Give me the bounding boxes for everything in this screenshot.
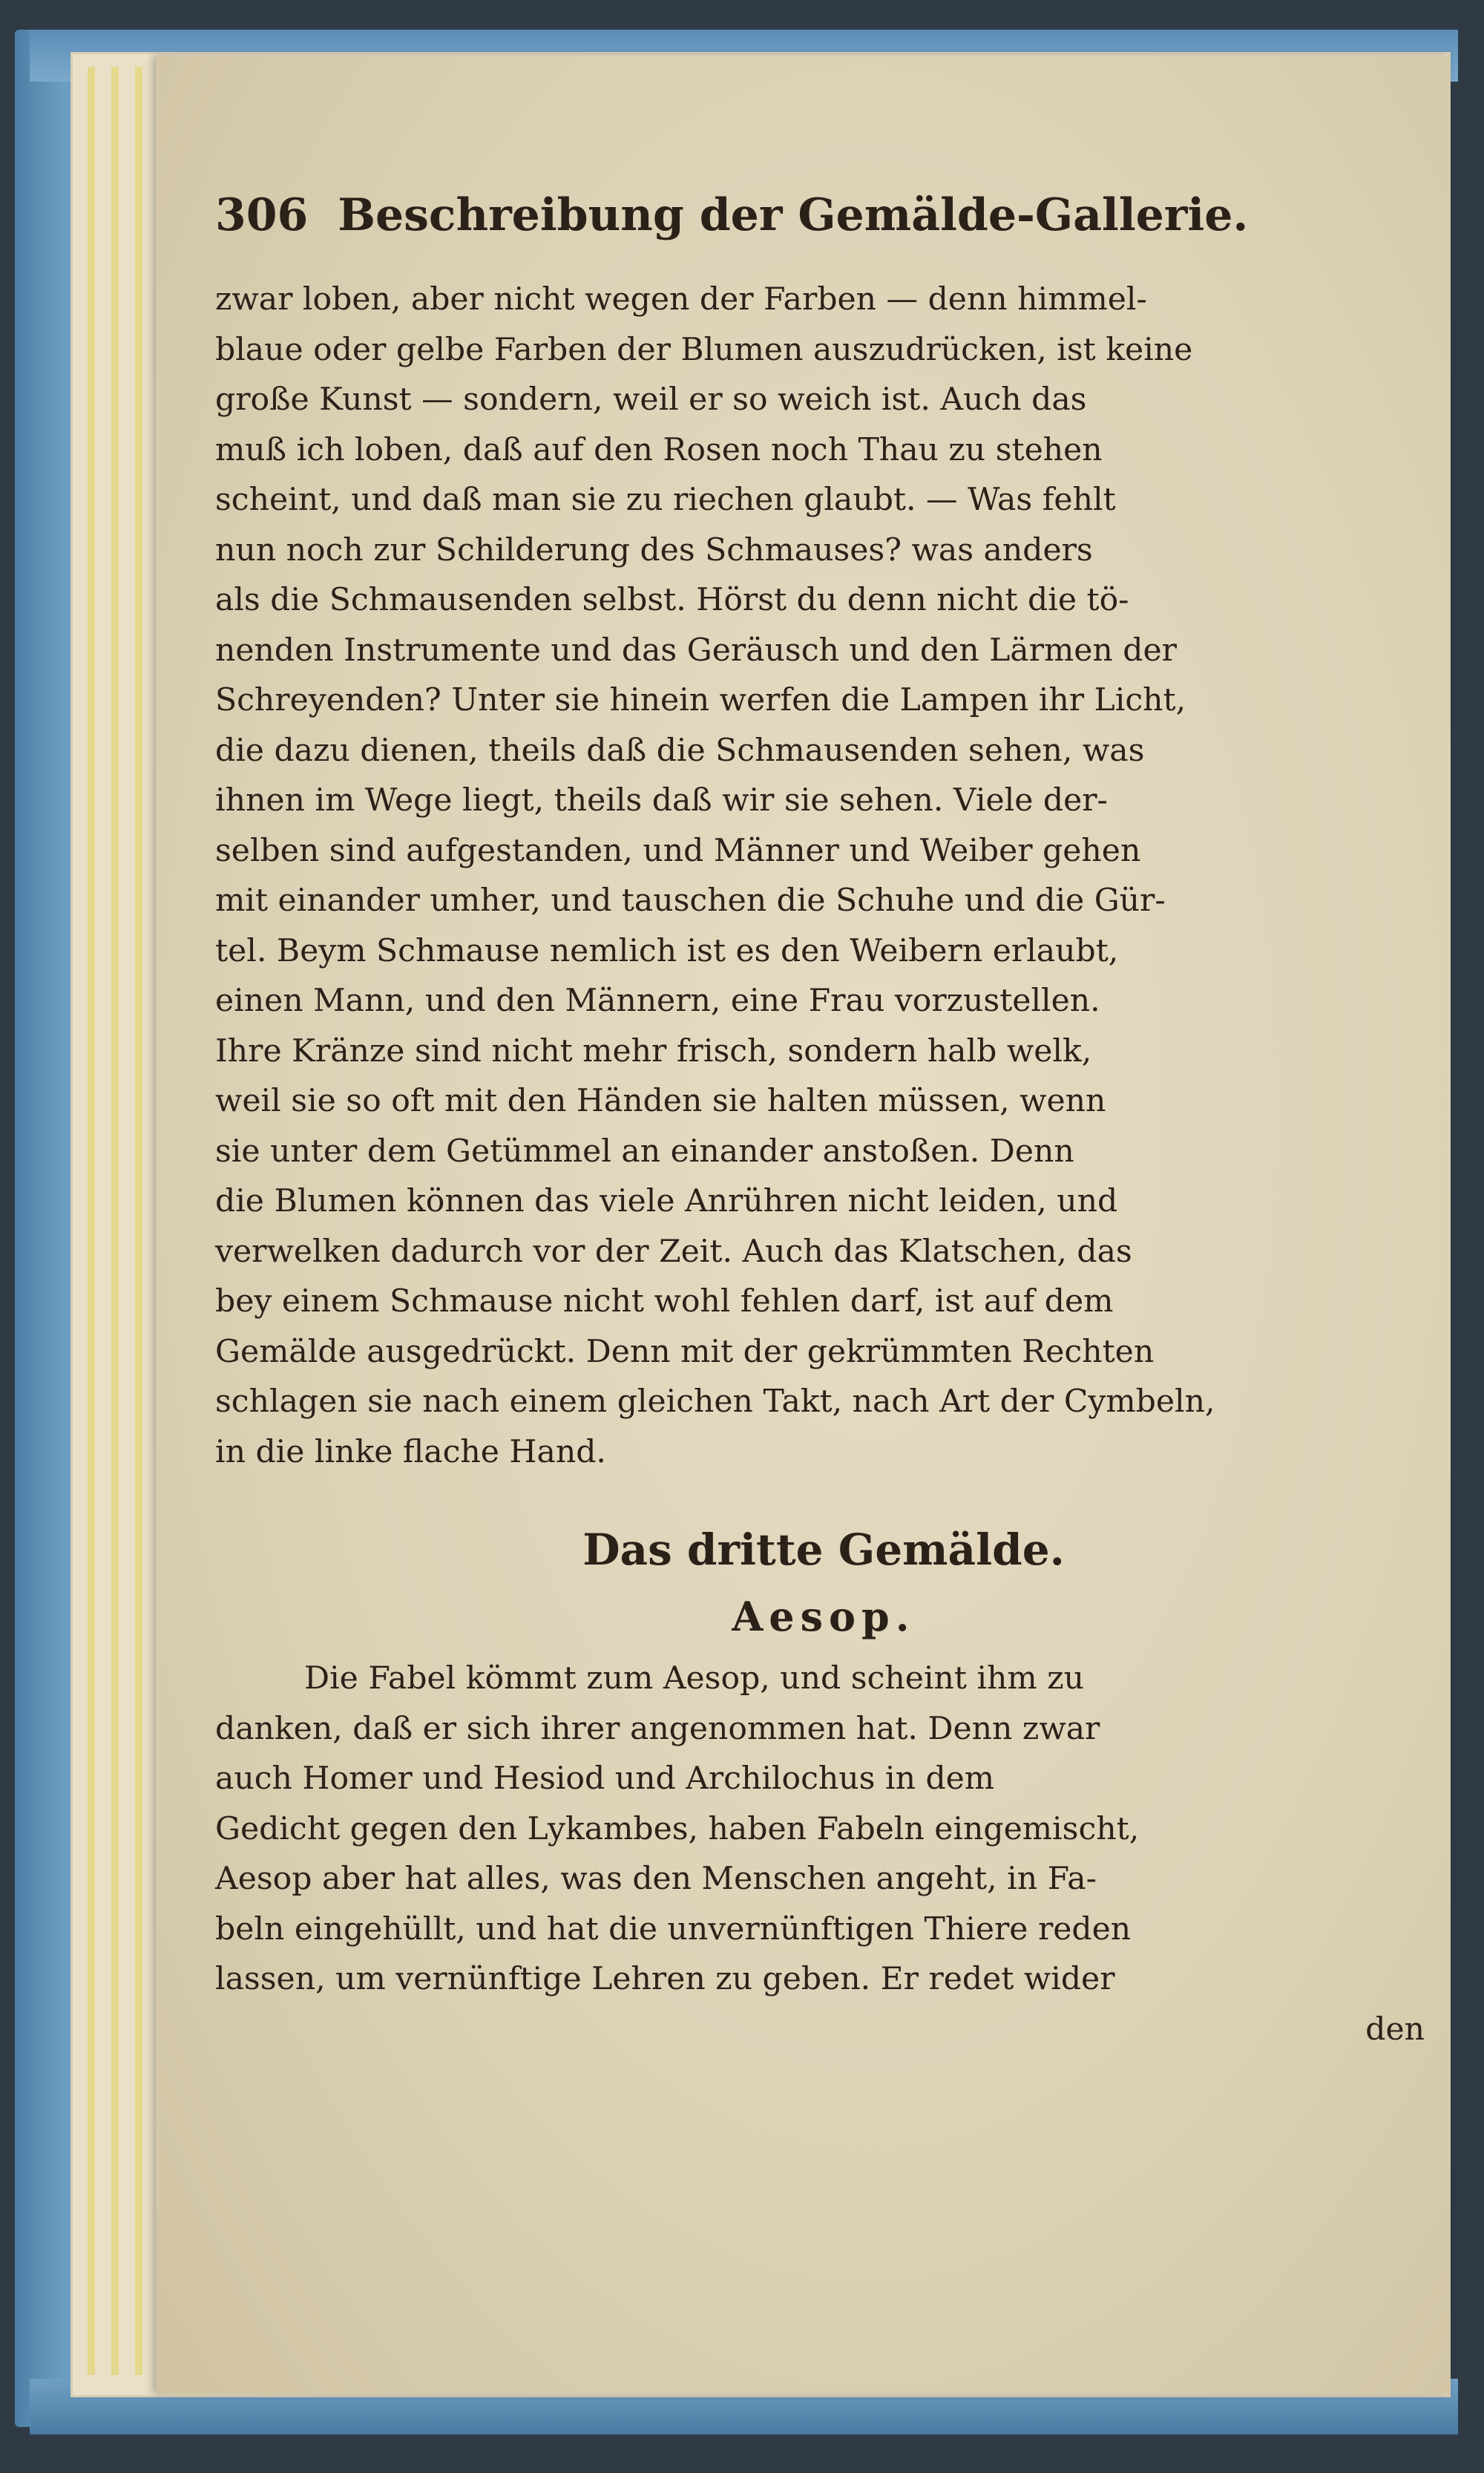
text-line: in die linke flache Hand. — [215, 1433, 606, 1470]
text-line: blaue oder gelbe Farben der Blumen auszudrücken, ist keine — [215, 331, 1193, 368]
body-paragraph — [215, 275, 1432, 1477]
text-line: Aesop aber hat alles, was den Menschen angeht, in Fa- — [215, 1861, 1097, 1897]
section-subheading: Aesop. — [732, 1593, 916, 1640]
catchword: den — [1365, 2011, 1425, 2048]
text-line: nenden Instrumente und das Geräusch und den Lärmen der — [215, 632, 1177, 669]
section-paragraph — [215, 1654, 1432, 2005]
text-line: einen Mann, und den Männern, eine Frau vorzustellen. — [215, 983, 1100, 1019]
text-line: Die Fabel kömmt zum Aesop, und scheint ihm zu — [304, 1660, 1084, 1697]
page-edge-strip — [88, 67, 95, 2375]
text-line: Gemälde ausgedrückt. Denn mit der gekrümmten Rechten — [215, 1333, 1155, 1370]
text-line: schlagen sie nach einem gleichen Takt, nach Art der Cymbeln, — [215, 1383, 1215, 1420]
text-line: Schreyenden? Unter sie hinein werfen die Lampen ihr Licht, — [215, 682, 1186, 718]
text-line: auch Homer und Hesiod und Archilochus in dem — [215, 1760, 995, 1797]
text-line: zwar loben, aber nicht wegen der Farben — denn himmel- — [215, 281, 1147, 318]
text-line: bey einem Schmause nicht wohl fehlen darf, ist auf dem — [215, 1283, 1114, 1320]
text-line: verwelken dadurch vor der Zeit. Auch das Klatschen, das — [215, 1233, 1132, 1270]
text-line: weil sie so oft mit den Händen sie halten müssen, wenn — [215, 1083, 1106, 1119]
text-line: scheint, und daß man sie zu riechen glaubt. — Was fehlt — [215, 482, 1116, 518]
text-line: sie unter dem Getümmel an einander anstoßen. Denn — [215, 1133, 1074, 1170]
page-edge-strip — [111, 67, 119, 2375]
text-line: mit einander umher, und tauschen die Schuhe und die Gür- — [215, 882, 1166, 919]
page-edge-strip — [135, 67, 142, 2375]
text-line: Gedicht gegen den Lykambes, haben Fabeln eingemischt, — [215, 1810, 1140, 1847]
running-head — [215, 189, 1432, 241]
text-line: die dazu dienen, theils daß die Schmausenden sehen, was — [215, 732, 1145, 769]
text-line: Ihre Kränze sind nicht mehr frisch, sondern halb welk, — [215, 1032, 1092, 1070]
text-line: als die Schmausenden selbst. Hörst du denn nicht die tö- — [215, 582, 1129, 618]
text-line: danken, daß er sich ihrer angenommen hat. Denn zwar — [215, 1710, 1100, 1747]
section-heading: Das dritte Gemälde. — [582, 1524, 1065, 1575]
running-title: Beschreibung der Gemälde-Gallerie. — [338, 189, 1249, 241]
text-line: ihnen im Wege liegt, theils daß wir sie sehen. Viele der- — [215, 782, 1108, 819]
text-line: große Kunst — sondern, weil er so weich ist. Auch das — [215, 381, 1087, 418]
page-number: 306 — [215, 189, 309, 241]
text-line: nun noch zur Schilderung des Schmauses? was anders — [215, 531, 1093, 569]
text-line: selben sind aufgestanden, und Männer und Weiber gehen — [215, 832, 1141, 869]
text-line: die Blumen können das viele Anrühren nicht leiden, und — [215, 1183, 1118, 1219]
text-line: tel. Beym Schmause nemlich ist es den Weibern erlaubt, — [215, 932, 1119, 969]
text-line: muß ich loben, daß auf den Rosen noch Thau zu stehen — [215, 431, 1103, 468]
page-content — [215, 189, 1432, 2054]
text-line: beln eingehüllt, und hat die unvernünftigen Thiere reden — [215, 1910, 1132, 1948]
text-line: lassen, um vernünftige Lehren zu geben. Er redet wider — [215, 1961, 1115, 1997]
